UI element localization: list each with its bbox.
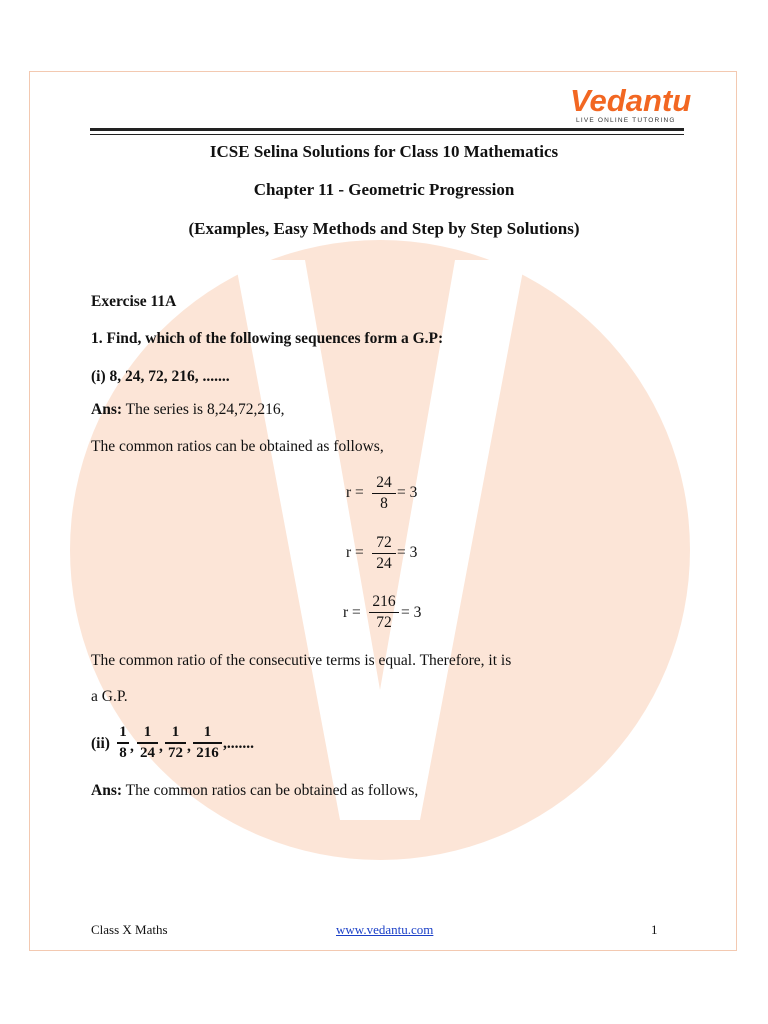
answer-label: Ans: bbox=[91, 401, 123, 418]
part-ii-label: (ii) bbox=[91, 735, 110, 752]
eq1-lhs: r = bbox=[346, 484, 364, 501]
exercise-heading: Exercise 11A bbox=[91, 293, 177, 310]
fraction-1-bar bbox=[117, 742, 129, 744]
answer-2 bbox=[91, 782, 418, 800]
fraction-3-numerator: 1 bbox=[171, 724, 180, 740]
fraction-3-bar bbox=[165, 742, 186, 744]
eq2-denominator: 24 bbox=[376, 555, 392, 572]
part-i-sequence: (i) 8, 24, 72, 216, ....... bbox=[91, 368, 230, 385]
fraction-3-denominator: 72 bbox=[168, 744, 183, 761]
page-number: 1 bbox=[651, 922, 658, 937]
sequence-comma-2: , bbox=[159, 738, 163, 755]
eq2-rhs: = 3 bbox=[397, 544, 418, 561]
eq2-numerator: 72 bbox=[376, 534, 392, 551]
chapter-subtitle: (Examples, Easy Methods and Step by Step Solutions) bbox=[188, 219, 580, 238]
fraction-4-numerator: 1 bbox=[203, 724, 212, 740]
eq3-numerator: 216 bbox=[372, 593, 396, 610]
answer-1 bbox=[91, 401, 284, 419]
fraction-2-denominator: 24 bbox=[140, 744, 155, 761]
eq3-lhs: r = bbox=[343, 604, 361, 621]
fraction-2-bar bbox=[137, 742, 158, 744]
fraction-2-numerator: 1 bbox=[143, 724, 152, 740]
question-text: 1. Find, which of the following sequences form a G.P: bbox=[91, 330, 444, 347]
eq2-lhs: r = bbox=[346, 544, 364, 561]
answer-1-text: The series is 8,24,72,216, bbox=[122, 401, 285, 418]
eq1-rhs: = 3 bbox=[397, 484, 418, 501]
conclusion-line-1: The common ratio of the consecutive terms is equal. Therefore, it is bbox=[91, 652, 512, 669]
chapter-title: Chapter 11 - Geometric Progression bbox=[253, 180, 515, 199]
fraction-4-denominator: 216 bbox=[196, 744, 219, 761]
eq1-fraction bbox=[372, 474, 396, 513]
eq3-denominator: 72 bbox=[376, 614, 392, 631]
part-ii-fraction-1 bbox=[117, 724, 129, 762]
vedantu-logo[interactable] bbox=[570, 83, 692, 124]
conclusion-line-2: a G.P. bbox=[91, 688, 128, 705]
eq3-fraction-bar bbox=[369, 612, 399, 613]
sequence-comma-1: , bbox=[130, 738, 134, 755]
fraction-1-numerator: 1 bbox=[119, 724, 127, 740]
eq3-rhs: = 3 bbox=[401, 604, 422, 621]
fraction-4-bar bbox=[193, 742, 222, 744]
answer-2-text: The common ratios can be obtained as follows, bbox=[122, 782, 419, 799]
footer-website-link[interactable]: www.vedantu.com bbox=[336, 922, 434, 937]
eq1-denominator: 8 bbox=[380, 495, 388, 512]
eq1-fraction-bar bbox=[372, 493, 396, 494]
part-ii-fraction-3 bbox=[165, 724, 186, 762]
logo-wordmark: Vedantu bbox=[570, 83, 692, 118]
eq3-fraction bbox=[369, 593, 399, 632]
ratio-intro-text: The common ratios can be obtained as follows, bbox=[91, 438, 384, 455]
document-title: ICSE Selina Solutions for Class 10 Mathematics bbox=[209, 142, 559, 161]
footer-class-label: Class X Maths bbox=[91, 922, 168, 937]
eq1-numerator: 24 bbox=[376, 474, 392, 491]
sequence-ellipsis: ,....... bbox=[223, 735, 254, 752]
eq2-fraction bbox=[372, 534, 396, 573]
part-ii-fraction-4 bbox=[193, 724, 222, 762]
sequence-comma-3: , bbox=[187, 738, 191, 755]
answer-label: Ans: bbox=[91, 782, 123, 799]
fraction-1-denominator: 8 bbox=[119, 744, 127, 761]
eq2-fraction-bar bbox=[372, 553, 396, 554]
header-rule-thin bbox=[90, 134, 684, 135]
part-ii-fraction-2 bbox=[137, 724, 158, 762]
header-rule-thick bbox=[90, 128, 684, 131]
logo-tagline: LIVE ONLINE TUTORING bbox=[576, 117, 676, 124]
